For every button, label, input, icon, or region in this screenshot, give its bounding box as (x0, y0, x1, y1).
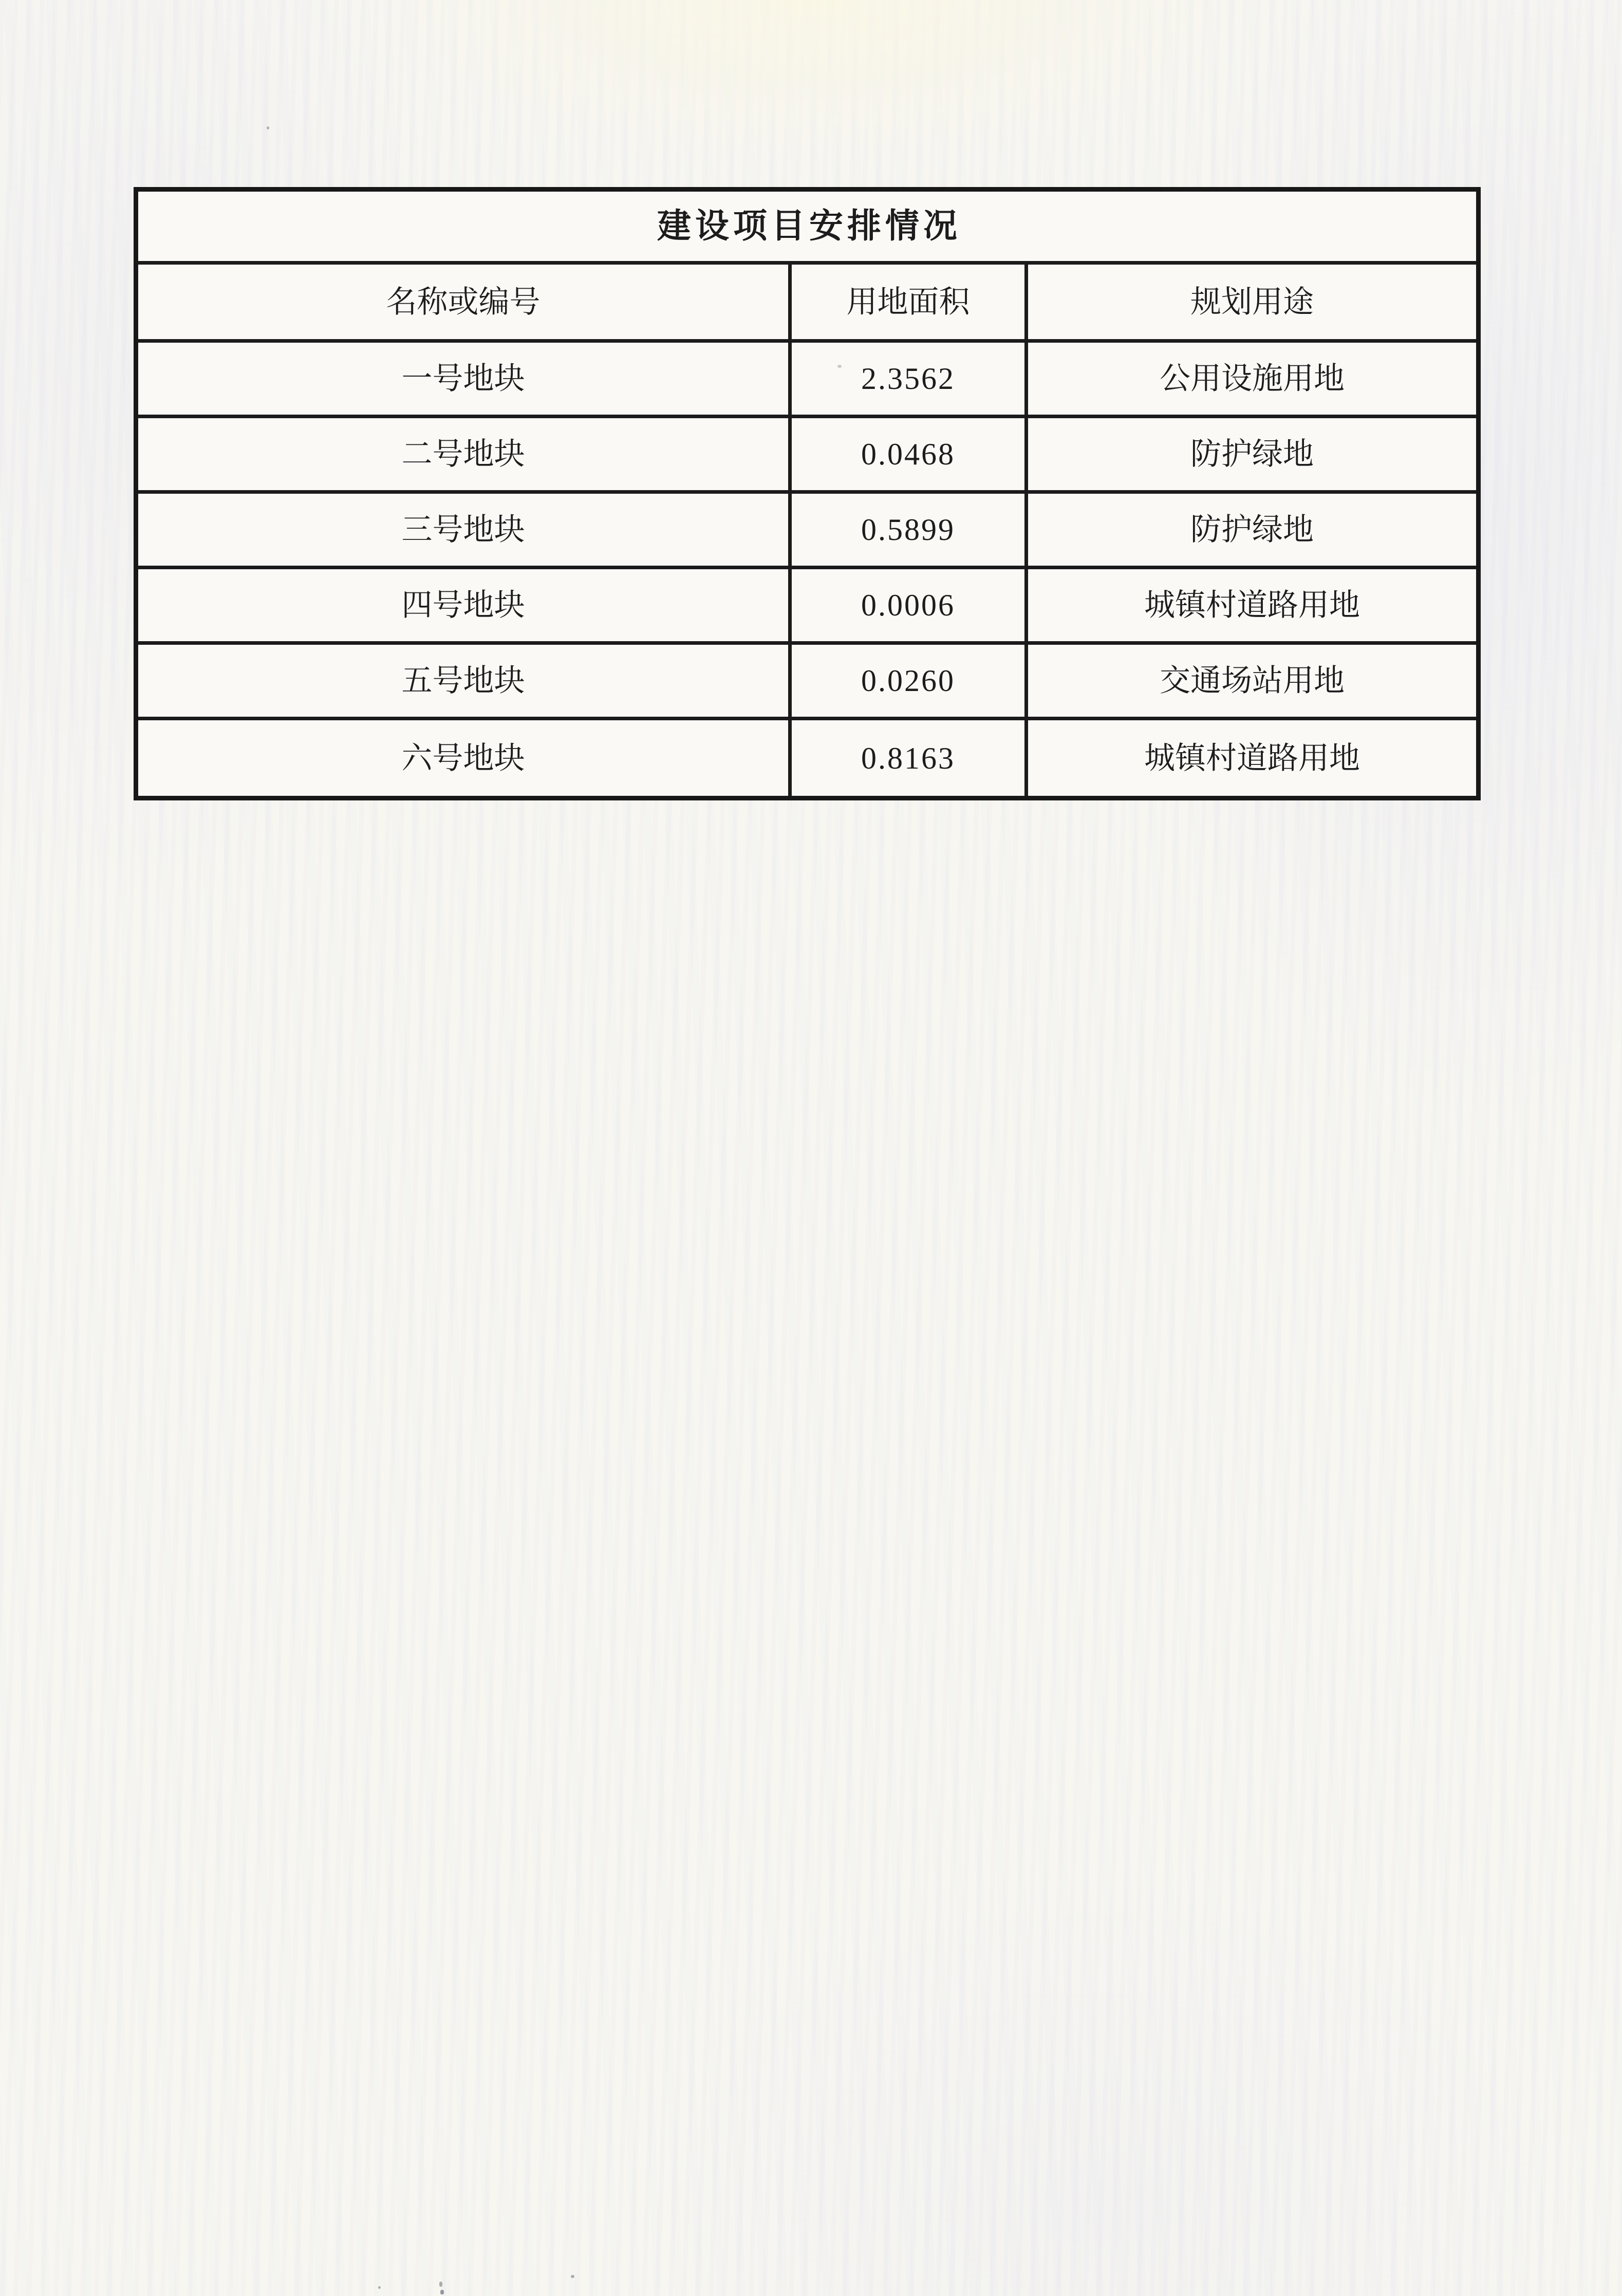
column-header-use: 规划用途 (1028, 265, 1476, 343)
table-row-3-name: 三号地块 (138, 494, 792, 569)
table-row-6-name: 六号地块 (138, 720, 792, 796)
table-row-3-use: 防护绿地 (1028, 494, 1476, 569)
scan-speck (440, 2290, 444, 2294)
table-row-1-use: 公用设施用地 (1028, 343, 1476, 418)
scan-speck (837, 365, 842, 368)
table-row-6-use: 城镇村道路用地 (1144, 741, 1360, 775)
table-row-4-area: 0.0006 (792, 569, 1028, 645)
scan-speck (267, 126, 269, 129)
column-header-name: 名称或编号 (138, 265, 792, 343)
table-title: 建设项目安排情况 (138, 192, 1476, 265)
project-arrangement-table (134, 187, 1481, 800)
table-row-5-name: 五号地块 (138, 645, 792, 720)
table-row-2-name: 二号地块 (138, 418, 792, 494)
table-row-5-area: 0.0260 (792, 645, 1028, 720)
table-row-1-area: 2.3562 (792, 343, 1028, 418)
scan-speck (439, 2282, 442, 2287)
table-row-1-name: 一号地块 (138, 343, 792, 418)
table-row-2-area: 0.0468 (792, 418, 1028, 494)
scan-speck (378, 2286, 381, 2289)
table-row-2-use: 防护绿地 (1028, 418, 1476, 494)
table-row-6-area: 0.8163 (792, 720, 1028, 796)
table-row-4-name: 四号地块 (138, 569, 792, 645)
scan-speck (571, 2275, 574, 2278)
table-row-5-use: 交通场站用地 (1028, 645, 1476, 720)
table-row-3-area: 0.5899 (792, 494, 1028, 569)
table-row-4-use: 城镇村道路用地 (1028, 569, 1476, 645)
column-header-area: 用地面积 (792, 265, 1028, 343)
